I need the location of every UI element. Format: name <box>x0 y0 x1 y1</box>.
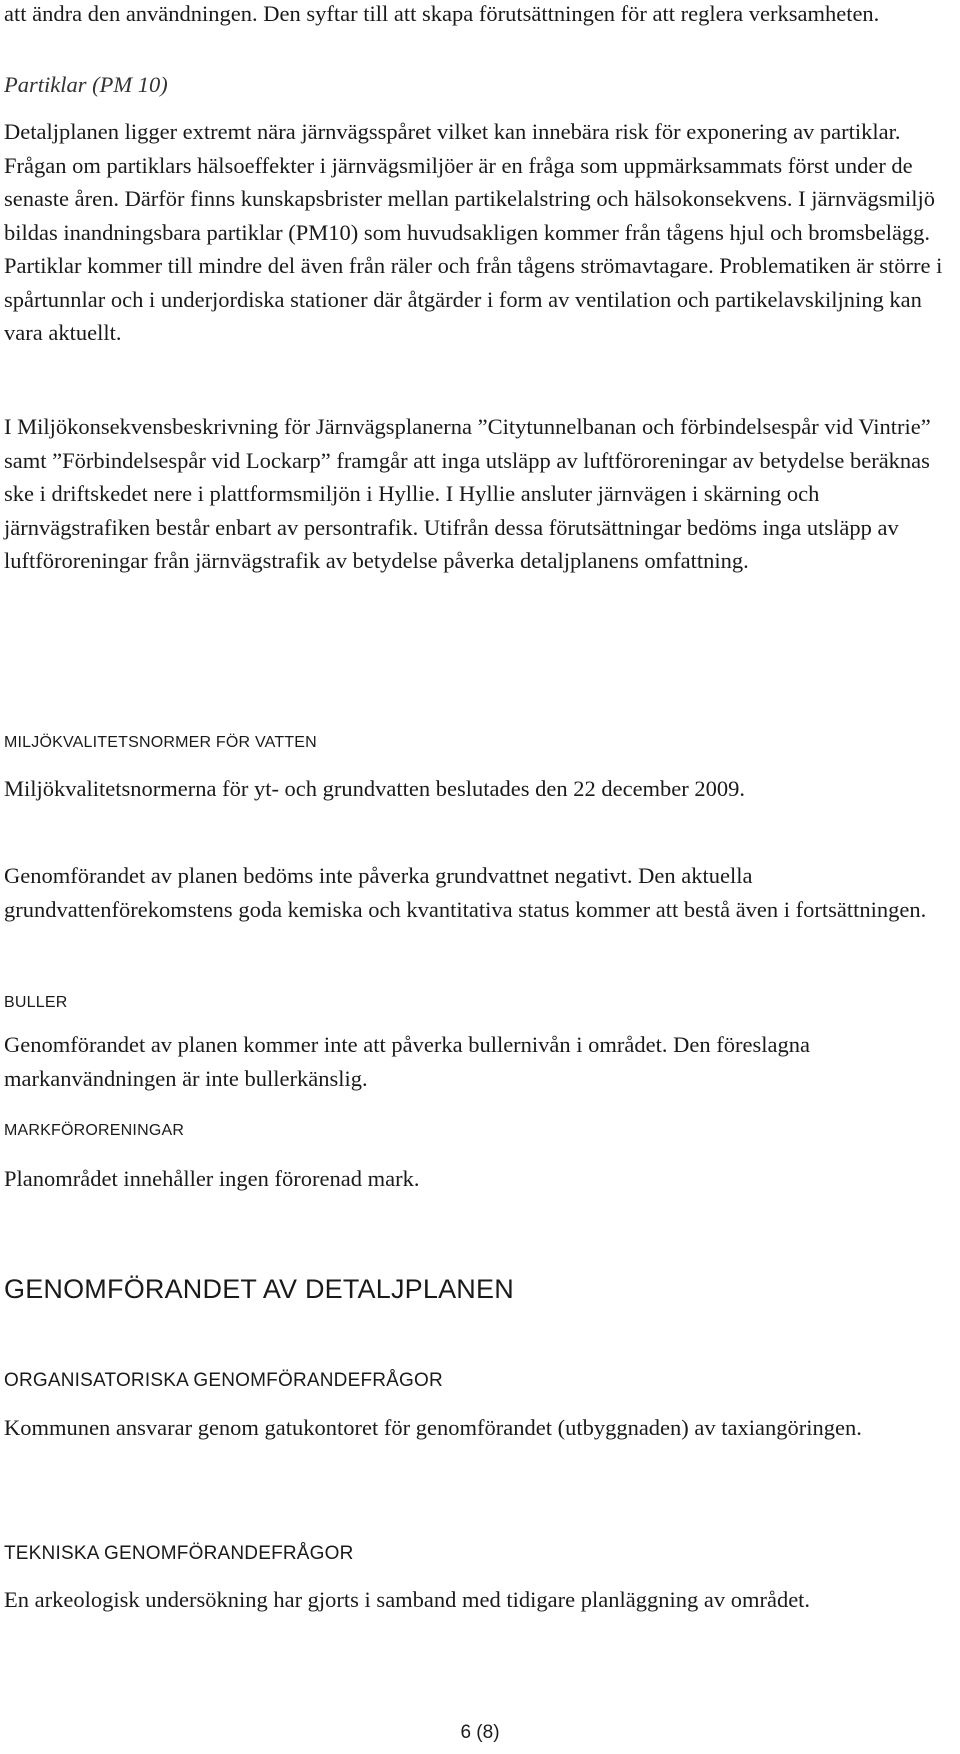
water-paragraph-2: Genomförandet av planen bedöms inte påverka grundvattnet negativt. Den aktuella grundvattenförekomstens goda kemiska och kvantitativa status kommer att bestå även i fortsättningen. <box>4 863 927 922</box>
mkb-paragraph: I Miljökonsekvensbeskrivning för Järnvägsplanerna ”Citytunnelbanan och förbindelsespår vid Vintrie” samt ”Förbindelsespår vid Lockarp” framgår att inga utsläpp av luftföroreningar av betydelse beräknas ske i driftskedet nere i plattformsmiljön i Hyllie. I Hyllie ansluter järnvägen i skärning och järnvägstrafiken består enbart av persontrafik. Utifrån dessa förutsättningar bedöms inga utsläpp av luftföroreningar från järnvägstrafik av betydelse påverka detaljplanens omfattning. <box>4 414 931 573</box>
noise-paragraph: Genomförandet av planen kommer inte att påverka bullernivån i området. Den föreslagna markanvändningen är inte bullerkänslig. <box>4 1032 810 1091</box>
page-number: 6 (8) <box>460 1722 500 1743</box>
water-paragraph-1: Miljökvalitetsnormerna för yt- och grundvatten beslutades den 22 december 2009. <box>4 776 746 801</box>
implementation-heading: GENOMFÖRANDET AV DETALJPLANEN <box>4 1274 514 1304</box>
particles-paragraph: Detaljplanen ligger extremt nära järnvägsspåret vilket kan innebära risk för exponering av partiklar. Frågan om partiklars hälsoeffekter i järnvägsmiljöer är en fråga som uppmärksammats först under de senaste åren. Därför finns kunskapsbrister mellan partikelalstring och hälsokonsekvens. I järnvägsmiljö bildas inandningsbara partiklar (PM10) som huvudsakligen kommer från tågens hjul och bromsbelägg. Partiklar kommer till mindre del även från räler och från tågens strömavtagare. Problematiken är större i spårtunnlar och i underjordiska stationer där åtgärder i form av ventilation och partikelavskiljning kan vara aktuellt. <box>4 119 943 345</box>
technical-paragraph: En arkeologisk undersökning har gjorts i samband med tidigare planläggning av området. <box>4 1587 811 1612</box>
particles-heading: Partiklar (PM 10) <box>4 72 168 97</box>
technical-heading: TEKNISKA GENOMFÖRANDEFRÅGOR <box>4 1543 354 1564</box>
noise-heading: BULLER <box>4 994 68 1011</box>
soil-heading: MARKFÖRORENINGAR <box>4 1122 185 1139</box>
water-heading: MILJÖKVALITETSNORMER FÖR VATTEN <box>4 734 317 751</box>
intro-paragraph: att ändra den användningen. Den syftar till att skapa förutsättningen för att reglera verksamheten. <box>4 1 880 26</box>
organisational-paragraph: Kommunen ansvarar genom gatukontoret för genomförandet (utbyggnaden) av taxiangöringen. <box>4 1415 862 1440</box>
soil-paragraph: Planområdet innehåller ingen förorenad mark. <box>4 1166 420 1191</box>
organisational-heading: ORGANISATORISKA GENOMFÖRANDEFRÅGOR <box>4 1370 443 1391</box>
